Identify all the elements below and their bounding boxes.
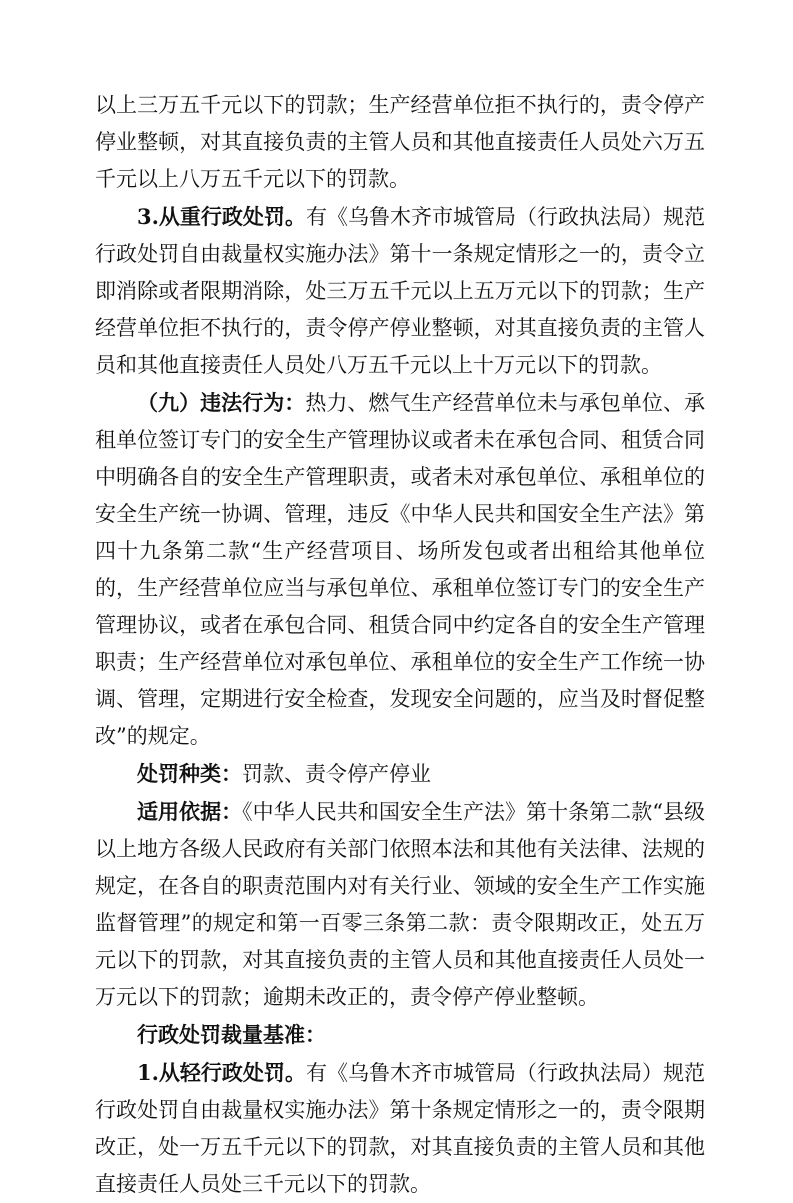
paragraph-text: 罚款、责令停产停业 (242, 762, 431, 786)
paragraph-text: 以上三万五千元以下的罚款；生产经营单位拒不执行的，责令停产停业整顿，对其直接负责的主管人员和其他直接责任人员处六万五千元以上八万五千元以下的罚款。 (95, 93, 705, 191)
paragraph-lead: 处罚种类： (137, 761, 242, 786)
document-body (95, 86, 705, 1203)
paragraph-legal-basis (95, 793, 705, 1016)
paragraph-penalty-type (95, 755, 705, 793)
paragraph-lead: 1.从轻行政处罚。 (137, 1060, 306, 1085)
paragraph-lead: （九）违法行为： (137, 390, 306, 415)
paragraph-text: 有《乌鲁木齐市城管局（行政执法局）规范行政处罚自由裁量权实施办法》第十条规定情形之一的，责令限期改正，处一万五千元以下的罚款，对其直接负责的主管人员和其他直接责任人员处三千元以下的罚款。 (95, 1061, 705, 1196)
paragraph-fine-continuation (95, 86, 705, 198)
paragraph-light-penalty (95, 1054, 705, 1203)
paragraph-text: 热力、燃气生产经营单位未与承包单位、承租单位签订专门的安全生产管理协议或者未在承包合同、租赁合同中明确各自的安全生产管理职责，或者未对承包单位、承租单位的安全生产统一协调、管理，违反《中华人民共和国安全生产法》第四十九条第二款“生产经营项目、场所发包或者出租给其他单位的，生产经营单位应当与承包单位、承租单位签订专门的安全生产管理协议，或者在承包合同、租赁合同中约定各自的安全生产管理职责；生产经营单位对承包单位、承租单位的安全生产工作统一协调、管理，定期进行安全检查，发现安全问题的，应当及时督促整改”的规定。 (95, 391, 706, 748)
paragraph-heavy-penalty (95, 198, 705, 384)
paragraph-lead: 3.从重行政处罚。 (137, 204, 306, 229)
paragraph-violation-nine (95, 384, 705, 755)
paragraph-text: 《中华人民共和国安全生产法》第十条第二款“县级以上地方各级人民政府有关部门依照本法和其他有关法律、法规的规定，在各自的职责范围内对有关行业、领域的安全生产工作实施监督管理”的规定和第一百零三条第二款：责令限期改正，处五万元以下的罚款，对其直接负责的主管人员和其他直接责任人员处一万元以下的罚款；逾期未改正的，责令停产停业整顿。 (95, 800, 706, 1009)
paragraph-lead: 适用依据： (137, 799, 243, 824)
paragraph-text: 有《乌鲁木齐市城管局（行政执法局）规范行政处罚自由裁量权实施办法》第十一条规定情形之一的，责令立即消除或者限期消除，处三万五千元以上五万元以下的罚款；生产经营单位拒不执行的，责令停产停业整顿，对其直接负责的主管人员和其他直接责任人员处八万五千元以上十万元以下的罚款。 (95, 205, 705, 377)
paragraph-discretion-standard-heading (95, 1016, 705, 1054)
paragraph-lead: 行政处罚裁量基准： (137, 1022, 326, 1047)
